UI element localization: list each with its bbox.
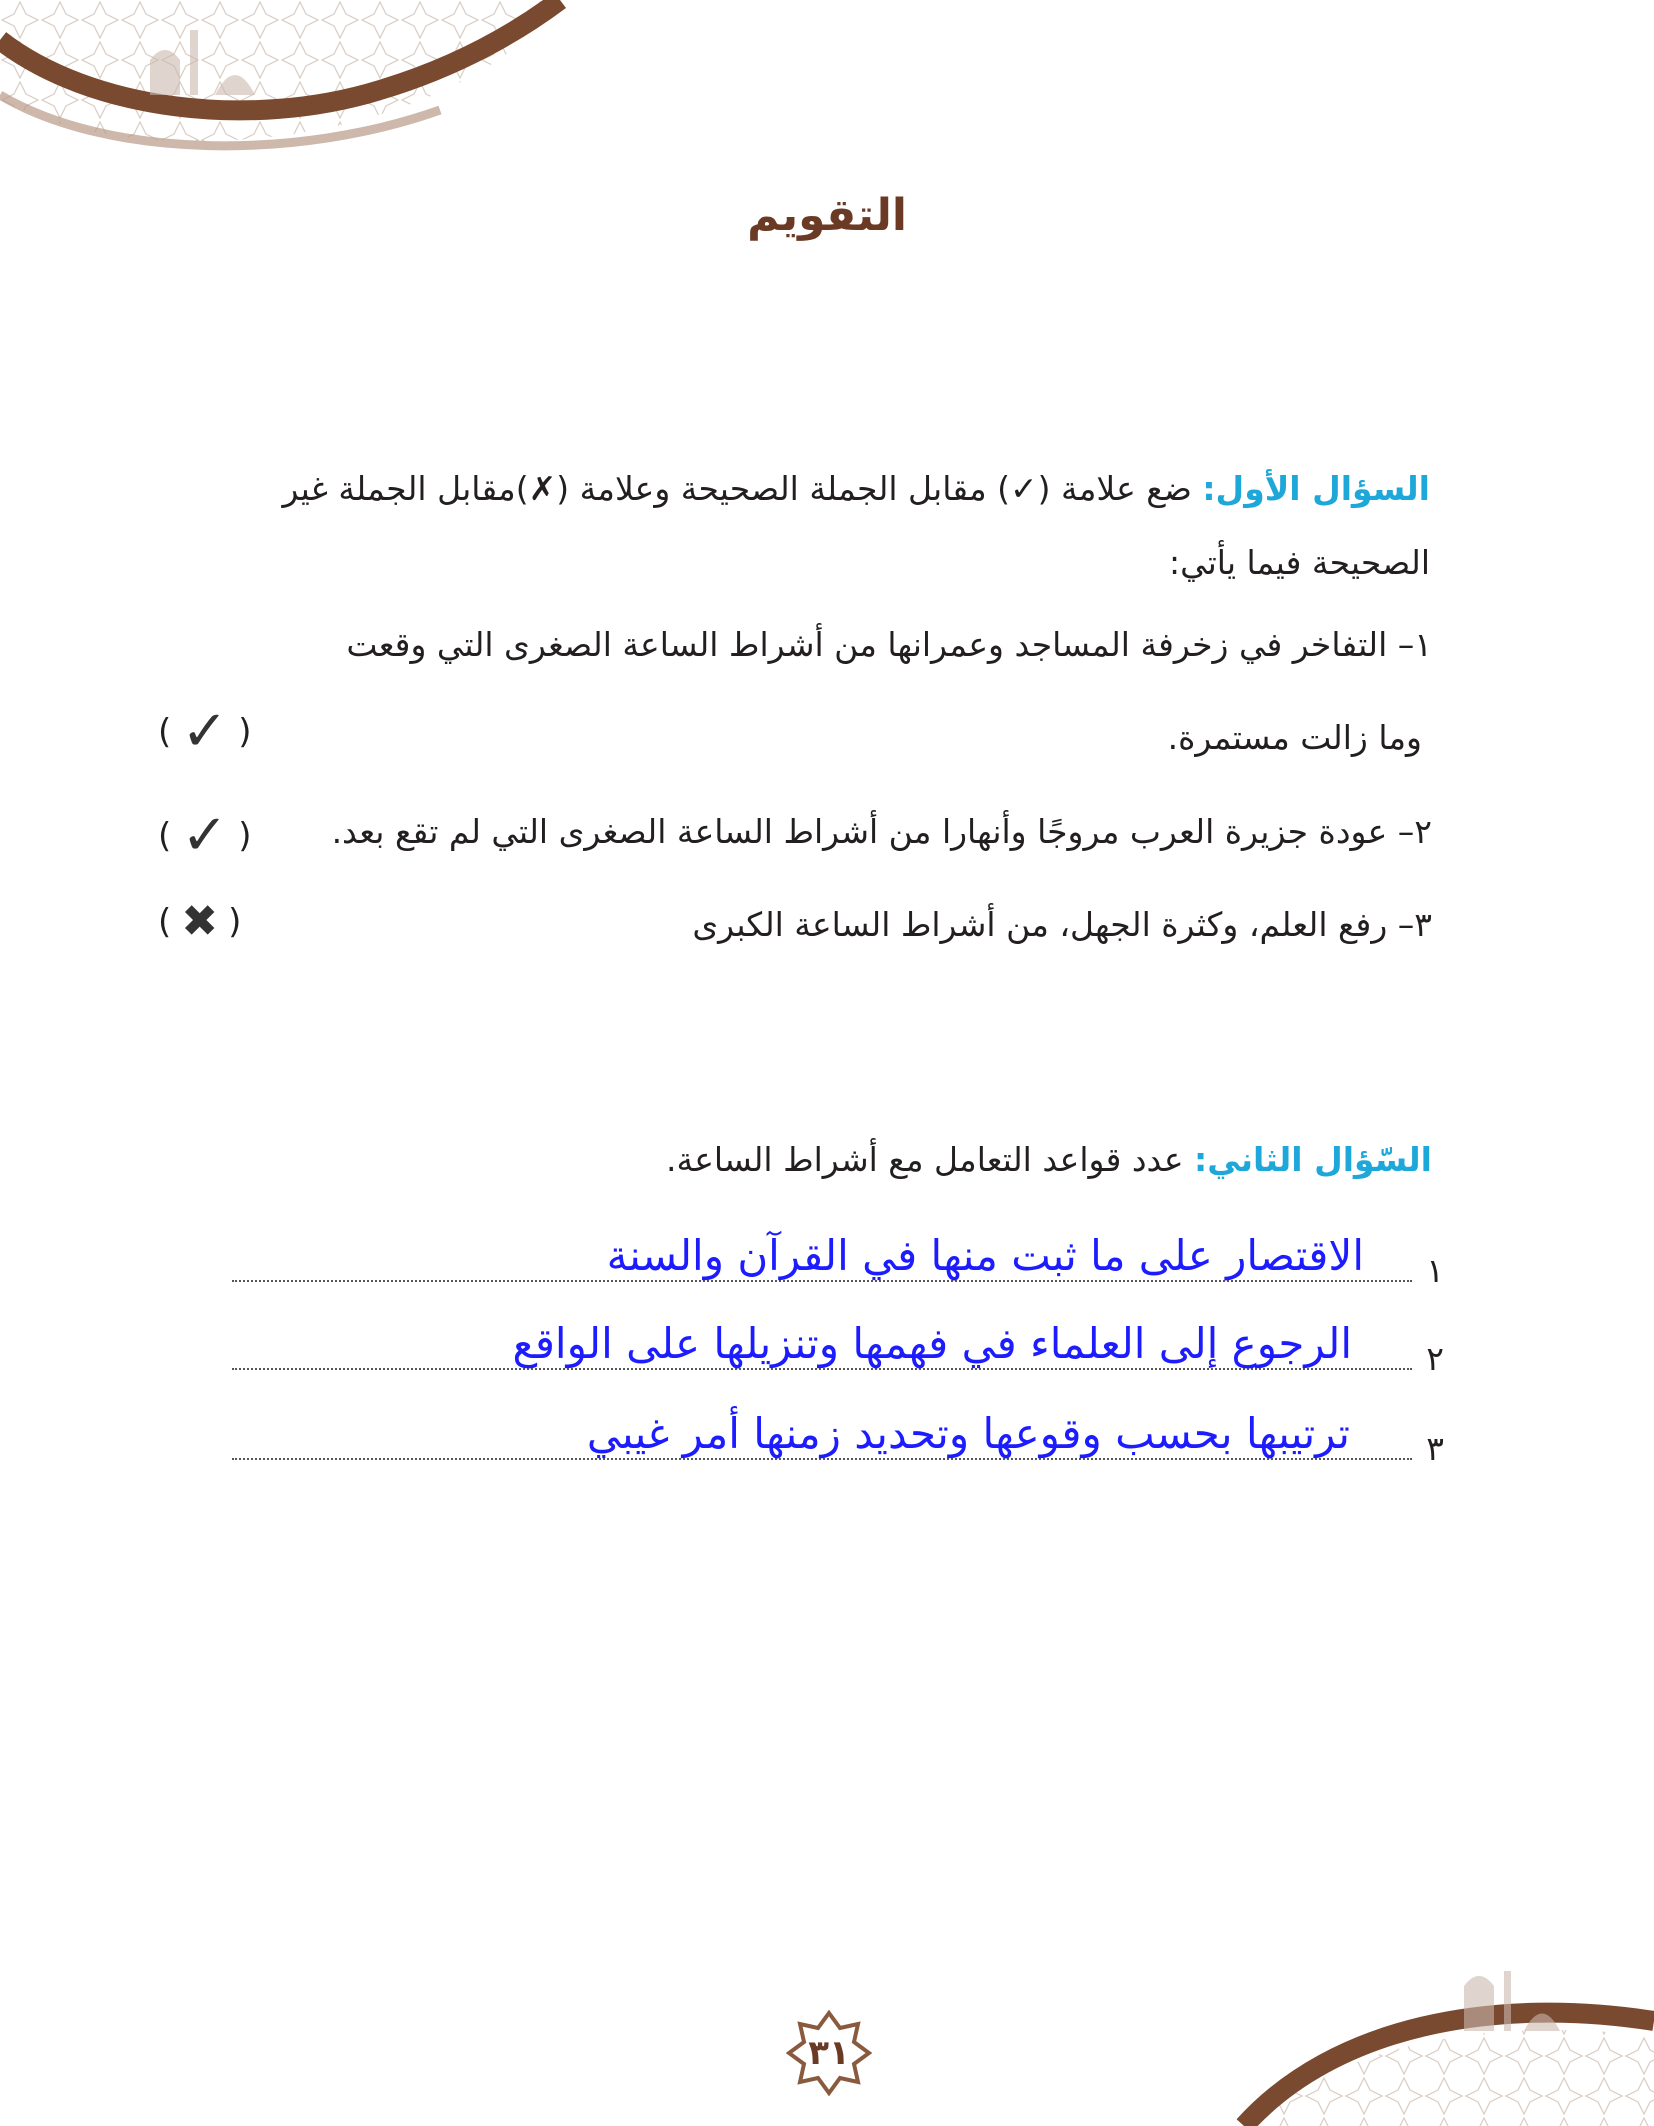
answer-number: ٢ bbox=[1426, 1339, 1444, 1378]
handwritten-answer: الرجوع إلى العلماء في فهمها وتنزيلها على الواقع bbox=[512, 1319, 1352, 1368]
check-icon: ✓ bbox=[181, 699, 229, 764]
question-1-instructions bbox=[150, 452, 1430, 600]
page-title: التقويم bbox=[747, 190, 907, 241]
dotted-answer-line bbox=[232, 1458, 1412, 1460]
question-2-instruction: عدد قواعد التعامل مع أشراط الساعة. bbox=[666, 1140, 1184, 1179]
cross-icon: ✖ bbox=[181, 896, 219, 947]
handwritten-answer: الاقتصار على ما ثبت منها في القرآن والسنة bbox=[606, 1231, 1364, 1280]
answer-line-3[interactable] bbox=[232, 1400, 1444, 1468]
dotted-answer-line bbox=[232, 1368, 1412, 1370]
q1-item-2-answer: ( ✓ ) bbox=[158, 803, 252, 868]
top-corner-ornament bbox=[0, 0, 580, 170]
check-icon: ✓ bbox=[181, 803, 229, 868]
page-number-badge bbox=[786, 2010, 872, 2096]
q1-item-3-answer: ( ✖ ) bbox=[158, 896, 242, 947]
answer-line-2[interactable] bbox=[232, 1310, 1444, 1378]
answer-number: ٣ bbox=[1426, 1429, 1444, 1468]
q1-item-1-answer: ( ✓ ) bbox=[158, 699, 252, 764]
handwritten-answer: ترتيبها بحسب وقوعها وتحديد زمنها أمر غيبي bbox=[586, 1409, 1350, 1458]
answer-number: ١ bbox=[1426, 1251, 1444, 1290]
dotted-answer-line bbox=[232, 1280, 1412, 1282]
q1-item-1-line1: ١– التفاخر في زخرفة المساجد وعمرانها من أشراط الساعة الصغرى التي وقعت bbox=[346, 625, 1432, 664]
q1-item-3-line: ٣– رفع العلم، وكثرة الجهل، من أشراط الساعة الكبرى bbox=[692, 905, 1432, 944]
q1-item-1-line2: وما زالت مستمرة. bbox=[1167, 718, 1422, 757]
question-2-heading bbox=[666, 1140, 1432, 1179]
question-2-label: السّؤال الثاني: bbox=[1194, 1140, 1432, 1179]
question-1-instruction-line2: الصحيحة فيما يأتي: bbox=[1169, 543, 1430, 582]
question-1-label: السؤال الأول: bbox=[1202, 469, 1430, 508]
q1-item-2-line: ٢– عودة جزيرة العرب مروجًا وأنهارا من أشراط الساعة الصغرى التي لم تقع بعد. bbox=[331, 812, 1432, 851]
question-1-instruction-line1: ضع علامة (✓) مقابل الجملة الصحيحة وعلامة (✗)مقابل الجملة غير bbox=[282, 469, 1192, 508]
bottom-corner-ornament bbox=[1224, 1956, 1654, 2126]
page-number: ٣١ bbox=[808, 2033, 850, 2073]
answer-line-1[interactable] bbox=[232, 1222, 1444, 1290]
